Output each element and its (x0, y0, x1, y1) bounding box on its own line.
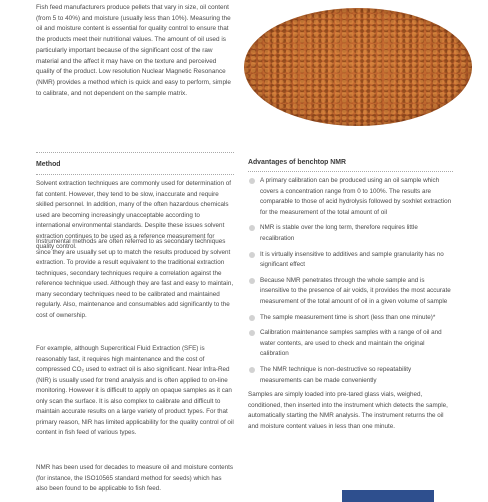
list-item: The NMR technique is non-destructive so repeatability measurements can be made conveniently (248, 365, 453, 386)
fish-feed-pellets-image (244, 8, 472, 126)
method-heading: Method (36, 161, 61, 168)
method-paragraph-2: Instrumental methods are often referred to as secondary techniques since they are usually set up to match the results produced by solvent extraction. To provide a result equivalent to the traditional extraction techniques, secondary techniques require a correlation against the reference technique used. Although they are fast and easy to maintain, many secondary techniques need to be calibrated and maintained regularly. Also, maintenance and consumables add significantly to the cost of ownership. (36, 238, 234, 319)
intro-paragraph: Fish feed manufacturers produce pellets that vary in size, oil content (from 5 to 40%) and moisture (usually less than 10%). Measuring the oil and moisture content is essential for quality control to ensure that the products meet their nutritional values. The amount of oil used is particularly important because of the significant cost of the raw material and the affect it may have on the texture and perceived quality of the product. Low resolution Nuclear Magnetic Resonance (NMR) provides a method which is quick and easy to perform, simple to calibrate, and not dependent on the sample matrix. (36, 4, 231, 97)
advantages-list (248, 176, 453, 386)
method-paragraph-3: For example, although Supercritical Fluid Extraction (SFE) is reasonably fast, it requires high maintenance and the cost of compressed CO₂ used to extract oil is also significant. Near Infra-Red (NIR) is usually used for trend analysis and is often applied to on-line monitoring. However it is difficult to apply on opaque samples as it can only scan the surface. It is also complex to calibrate and difficult to maintain accurate results on a large variety of product types. For that primary reason, NIR has limited applicability for the quality control of oil content in fish feed of various types. (36, 345, 234, 436)
section-divider (248, 171, 453, 172)
bullet-icon (249, 225, 255, 231)
bullet-icon (249, 315, 255, 321)
section-divider (36, 152, 234, 153)
bullet-icon (249, 278, 255, 284)
bullet-icon (249, 367, 255, 373)
right-column (248, 158, 453, 432)
section-divider (36, 174, 234, 175)
bullet-icon (249, 178, 255, 184)
list-item: The sample measurement time is short (less than one minute)* (248, 313, 453, 324)
method-paragraph-4: NMR has been used for decades to measure oil and moisture contents (for instance, the ISO10565 standard method for seeds) which has also been found to be applicable to fish feed. (36, 464, 234, 492)
method-paragraph-1: Solvent extraction techniques are commonly used for determination of fat content. However, they tend to be slow, inaccurate and require skilled personnel. In addition, many of the often hazardous chemicals used are becoming increasingly unacceptable according to international environmental standards. Despite these issues solvent extraction continues to be used as a reference measurement for quality control. (36, 180, 231, 250)
bullet-icon (249, 252, 255, 258)
list-item: A primary calibration can be produced using an oil sample which covers a concentration range from 0 to 100%. The results are comparable to those of acid hydrolysis followed by soxhlet extraction for the measurement of the total amount of oil (248, 176, 453, 218)
bullet-icon (249, 330, 255, 336)
list-item: Calibration maintenance samples samples with a range of oil and water contents, are used to check and maintain the original calibration (248, 328, 453, 360)
list-item: Because NMR penetrates through the whole sample and is insensitive to the presence of air voids, it provides the most accurate measurement of the total amount of oil in a given volume of sample (248, 276, 453, 308)
list-item: It is virtually insensitive to additives and sample granularity has no significant effect (248, 250, 453, 271)
list-item: NMR is stable over the long term, therefore requires little recalibration (248, 223, 453, 244)
closing-paragraph: Samples are simply loaded into pre-tared glass vials, weighed, conditioned, then inserted into the instrument which detects the sample, automatically starting the NMR analysis. The instrument returns the oil and moisture content values in less than one minute. (248, 391, 448, 430)
advantages-heading: Advantages of benchtop NMR (248, 159, 347, 166)
brand-logo-block (342, 490, 434, 502)
